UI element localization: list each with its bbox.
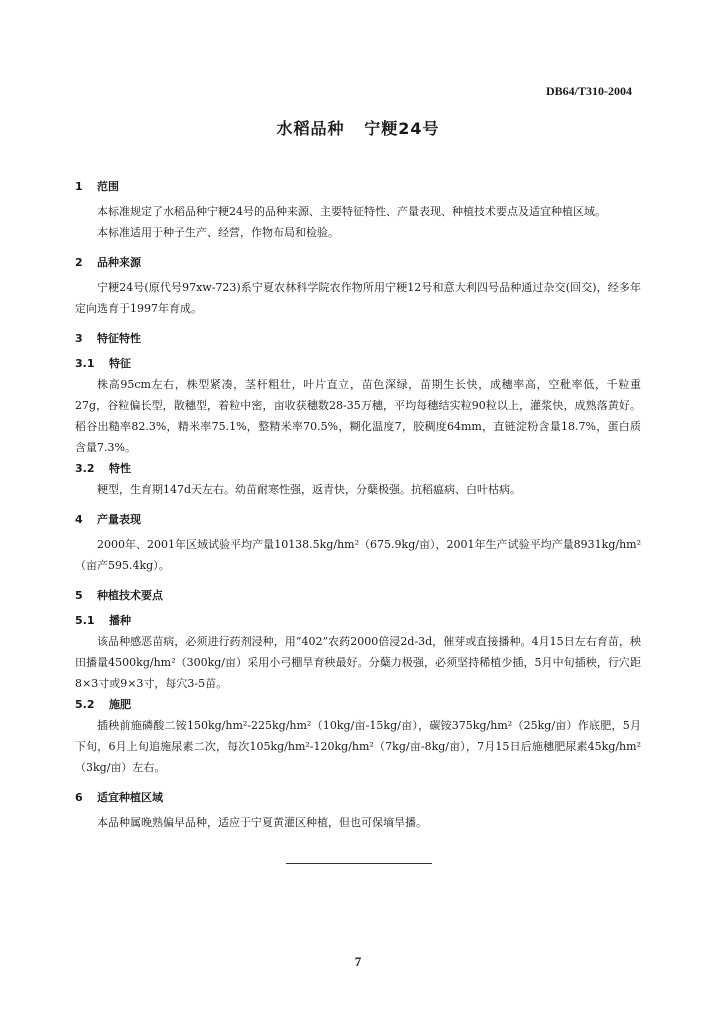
subsection-heading-properties — [75, 458, 641, 479]
section-number: 2 — [75, 256, 83, 269]
document-body — [75, 176, 641, 833]
paragraph: 本品种属晚熟偏早品种，适应于宁夏黄灌区种植，但也可保墒旱播。 — [97, 816, 427, 829]
subsection-title: 施肥 — [109, 698, 131, 711]
subsection-heading-fertilizing — [75, 694, 641, 715]
paragraph: 插秧前施磷酸二铵150kg/hm²-225kg/hm²（10kg/亩-15kg/亩），碳铵375kg/hm²（25kg/亩）作底肥，5月下旬，6月上旬追施尿素二次，每次105kg/hm²-120kg/hm²（7kg/亩-8kg/亩），7月15日后施穗肥尿素45kg/hm²（3kg/亩）左右。 — [75, 719, 641, 774]
paragraph: 本标准适用于种子生产、经营，作物布局和检验。 — [97, 226, 339, 239]
section-title: 适宜种植区域 — [97, 791, 163, 804]
subsection-number: 5.2 — [75, 698, 95, 711]
section-number: 3 — [75, 332, 83, 345]
section-heading-variety-source — [75, 252, 641, 273]
paragraph: 株高95cm左右，株型紧凑，茎杆粗壮，叶片直立，苗色深绿，苗期生长快，成穗率高，空秕率低，千粒重27g，谷粒偏长型，散穗型，着粒中密，亩收获穗数28-35万穗，平均每穗结实粒90粒以上，灌浆快，成熟落黄好。稻谷出糙率82.3%，精米率75.1%，整精米率70.5%，糊化温度7，胶稠度64mm，直链淀粉含量18.7%，蛋白质含量7.3%。 — [75, 378, 641, 454]
section-title: 特征特性 — [97, 332, 141, 345]
page-number: 7 — [354, 954, 362, 969]
subsection-heading-sowing — [75, 610, 641, 631]
section-number: 5 — [75, 589, 83, 602]
section-heading-characteristics — [75, 328, 641, 349]
subsection-title: 特征 — [109, 357, 131, 370]
subsection-number: 5.1 — [75, 614, 95, 627]
subsection-number: 3.2 — [75, 462, 95, 475]
end-divider — [286, 863, 432, 864]
paragraph: 粳型，生育期147d天左右。幼苗耐寒性强，返青快，分蘖极强。抗稻瘟病、白叶枯病。 — [97, 483, 522, 496]
section-heading-cultivation — [75, 585, 641, 606]
section-title: 产量表现 — [97, 513, 141, 526]
section-heading-scope — [75, 176, 641, 197]
section-number: 1 — [75, 180, 83, 193]
document-title: 水稻品种 宁粳24号 — [276, 119, 440, 138]
subsection-title: 播种 — [109, 614, 131, 627]
paragraph: 该品种感恶苗病，必须进行药剂浸种，用“402”农药2000倍浸2d-3d，催芽或直接播种。4月15日左右育苗，秧田播量4500kg/hm²（300kg/亩）采用小弓棚旱育秧最好。分蘖力极强，必须坚持稀植少插，5月中旬插秧，行穴距8×3寸或9×3寸，每穴3-5苗。 — [75, 635, 641, 690]
section-title: 种植技术要点 — [97, 589, 163, 602]
subsection-number: 3.1 — [75, 357, 95, 370]
section-number: 6 — [75, 791, 83, 804]
section-title: 范围 — [97, 180, 119, 193]
section-heading-planting-region — [75, 787, 641, 808]
section-heading-yield — [75, 509, 641, 530]
subsection-title: 特性 — [109, 462, 131, 475]
paragraph: 宁粳24号(原代号97xw-723)系宁夏农林科学院农作物所用宁粳12号和意大利四号品种通过杂交(回交)，经多年定向选育于1997年育成。 — [75, 281, 641, 315]
paragraph: 2000年、2001年区域试验平均产量10138.5kg/hm²（675.9kg/亩），2001年生产试验平均产量8931kg/hm²（亩产595.4kg）。 — [75, 538, 641, 572]
section-title: 品种来源 — [97, 256, 141, 269]
standard-code: DB64/T310-2004 — [545, 84, 632, 98]
subsection-heading-features — [75, 353, 641, 374]
paragraph: 本标准规定了水稻品种宁粳24号的品种来源、主要特征特性、产量表现、种植技术要点及适宜种植区域。 — [97, 205, 606, 218]
section-number: 4 — [75, 513, 83, 526]
